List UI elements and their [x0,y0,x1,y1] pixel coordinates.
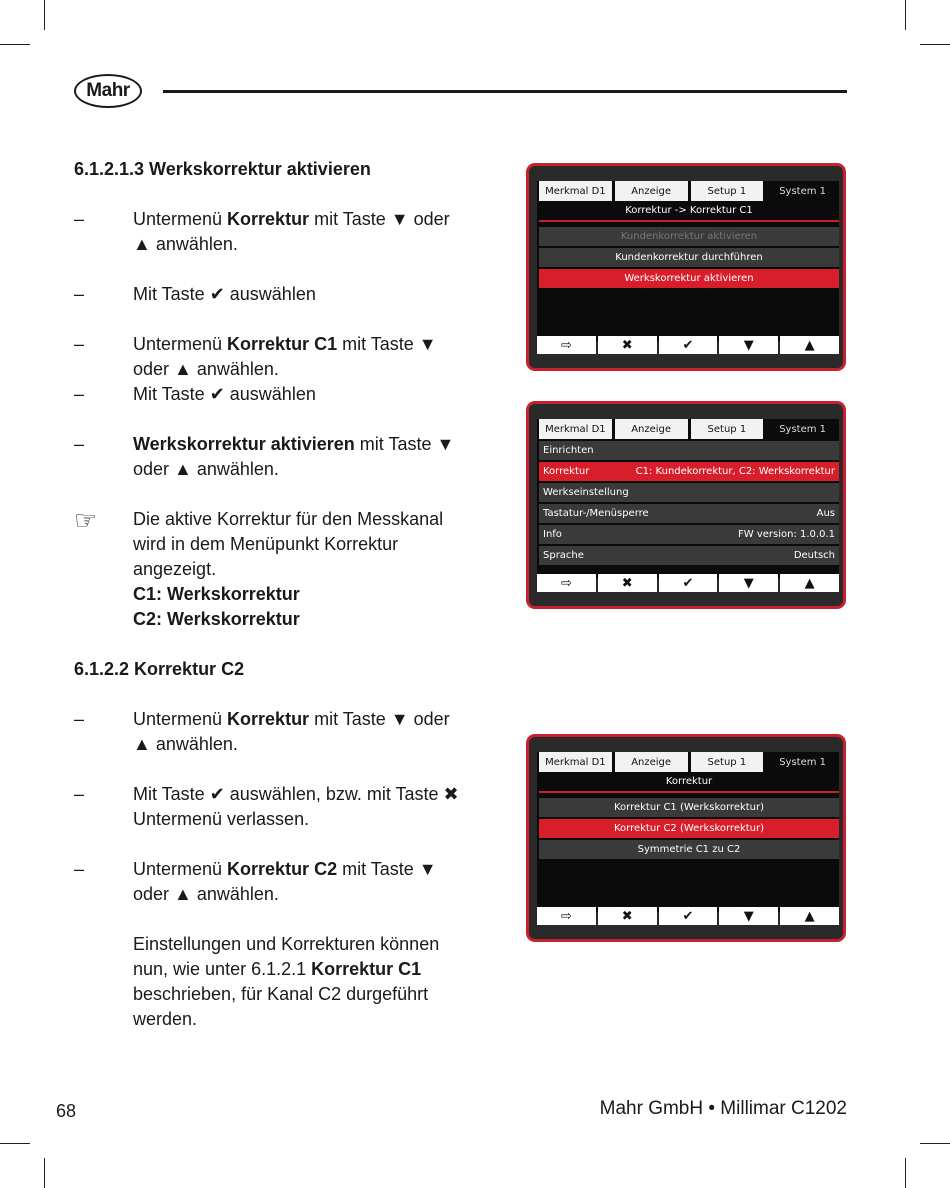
tab-anzeige[interactable]: Anzeige [615,181,688,201]
item-label: Einrichten [543,445,594,456]
crop-mark [905,1158,906,1188]
step-item [74,332,464,382]
device-screen-1 [526,163,846,371]
menu-item-selected[interactable]: Korrektur C2 (Werkskorrektur) [539,819,839,838]
arrow-down-icon[interactable]: ▼ [719,336,778,354]
note-c2: C2: Werkskorrektur [133,609,300,629]
device-screen-3 [526,734,846,942]
step-bold: Korrektur C1 [227,334,338,354]
tab-merkmal[interactable]: Merkmal D1 [539,181,612,201]
tab-merkmal[interactable]: Merkmal D1 [539,419,612,439]
item-value: Aus [816,508,835,519]
dash: – [74,709,85,729]
tab-bar [539,752,839,772]
step-text: Mit Taste ✔ auswählen, bzw. mit Taste ✖ Untermenü verlassen. [133,784,459,829]
screen-title: Korrektur [539,772,839,793]
menu-item-selected[interactable]: Werkskorrektur aktivieren [539,269,839,288]
step-text: beschrieben, für Kanal C2 durgeführt werden. [133,984,429,1029]
tab-system[interactable]: System 1 [766,181,839,201]
header-rule [163,90,847,93]
tab-bar [539,181,839,201]
menu-item-selected[interactable] [539,462,839,481]
screen-title: Korrektur -> Korrektur C1 [539,201,839,222]
confirm-icon[interactable]: ✔ [659,336,718,354]
arrow-up-icon[interactable]: ▲ [780,907,839,925]
dash: – [74,784,85,804]
item-value: FW version: 1.0.0.1 [738,529,835,540]
step-text: mit Taste ▼ oder ▲ anwählen. [133,209,450,254]
menu-item[interactable]: Symmetrie C1 zu C2 [539,840,839,859]
step-bold: Korrektur [227,709,310,729]
menu-item[interactable]: Kundenkorrektur aktivieren [539,227,839,246]
menu-item[interactable] [539,483,839,502]
step-bold: Werkskorrektur aktivieren [133,434,355,454]
step-text: Untermenü [133,859,228,879]
step-text: Untermenü [133,334,228,354]
exit-icon[interactable]: ⇨ [537,907,596,925]
arrow-up-icon[interactable]: ▲ [780,336,839,354]
crop-mark [44,0,45,30]
screen-display [537,419,839,579]
note [74,507,464,632]
dash: – [74,434,85,454]
crop-mark [920,44,950,45]
step-item [74,432,464,482]
confirm-icon[interactable]: ✔ [659,907,718,925]
device-screen-2 [526,401,846,609]
crop-mark [905,0,906,30]
tab-setup[interactable]: Setup 1 [691,181,764,201]
softkey-bar [537,574,839,592]
cancel-icon[interactable]: ✖ [598,574,657,592]
step-bold: Korrektur C2 [227,859,338,879]
arrow-up-icon[interactable]: ▲ [780,574,839,592]
note-text: Die aktive Korrektur für den Messkanal wird in dem Menüpunkt Korrektur angezeigt. [133,509,444,579]
instruction-text [74,157,464,1032]
item-label: Info [543,529,562,540]
menu-item[interactable] [539,546,839,565]
item-value: C1: Kundekorrektur, C2: Werkskorrektur [635,466,835,477]
section-heading: 6.1.2.2 Korrektur C2 [74,659,245,679]
softkey-bar [537,336,839,354]
step-text: Mit Taste ✔ auswählen [133,284,316,304]
tab-anzeige[interactable]: Anzeige [615,419,688,439]
tab-system[interactable]: System 1 [766,752,839,772]
dash: – [74,284,85,304]
section-heading: 6.1.2.1.3 Werkskorrektur aktivieren [74,159,371,179]
step-text: mit Taste ▼ oder ▲ anwählen. [133,434,455,479]
dash: – [74,209,85,229]
step-text: Untermenü [133,209,228,229]
step-item [74,282,464,307]
page-number: 68 [56,1101,77,1121]
crop-mark [44,1158,45,1188]
item-value: Deutsch [793,550,835,561]
softkey-bar [537,907,839,925]
tab-system[interactable]: System 1 [766,419,839,439]
screen-display [537,752,839,912]
step-item [74,382,464,407]
item-label: Sprache [543,550,584,561]
exit-icon[interactable]: ⇨ [537,336,596,354]
tab-setup[interactable]: Setup 1 [691,752,764,772]
cancel-icon[interactable]: ✖ [598,907,657,925]
step-bold: Korrektur C1 [311,959,422,979]
tab-merkmal[interactable]: Merkmal D1 [539,752,612,772]
crop-mark [920,1143,950,1144]
step-text: Mit Taste ✔ auswählen [133,384,316,404]
crop-mark [0,1143,30,1144]
item-label: Tastatur-/Menüsperre [543,508,649,519]
mahr-logo: Mahr [74,74,142,108]
tab-anzeige[interactable]: Anzeige [615,752,688,772]
item-label: Korrektur [543,466,590,477]
step-text: mit Taste ▼ oder ▲ anwählen. [133,859,437,904]
screen-display [537,181,839,341]
dash: – [74,859,85,879]
menu-item[interactable] [539,504,839,523]
step-item [74,857,464,907]
tab-setup[interactable]: Setup 1 [691,419,764,439]
menu-item[interactable] [539,441,839,460]
menu-item[interactable] [539,525,839,544]
tab-bar [539,419,839,439]
pointing-hand-icon: ☞ [74,505,98,535]
step-item [74,707,464,757]
step-text: Untermenü [133,709,228,729]
confirm-icon[interactable]: ✔ [659,574,718,592]
exit-icon[interactable]: ⇨ [537,574,596,592]
step-item [74,782,464,832]
note-c1: C1: Werkskorrektur [133,584,300,604]
dash: – [74,334,85,354]
arrow-down-icon[interactable]: ▼ [719,907,778,925]
step-text: Einstellungen und Korrekturen können nun, wie unter 6.1.2.1 [133,934,440,979]
step-item [74,932,464,1032]
step-item [74,207,464,257]
cancel-icon[interactable]: ✖ [598,336,657,354]
item-label: Werkseinstellung [543,487,629,498]
menu-item[interactable]: Kundenkorrektur durchführen [539,248,839,267]
menu-item[interactable]: Korrektur C1 (Werkskorrektur) [539,798,839,817]
step-text: mit Taste ▼ oder ▲ anwählen. [133,709,450,754]
footer-company: Mahr GmbH • Millimar C1202 [599,1098,847,1119]
dash: – [74,384,85,404]
step-bold: Korrektur [227,209,310,229]
crop-mark [0,44,30,45]
arrow-down-icon[interactable]: ▼ [719,574,778,592]
step-text: mit Taste ▼ oder ▲ anwählen. [133,334,437,379]
